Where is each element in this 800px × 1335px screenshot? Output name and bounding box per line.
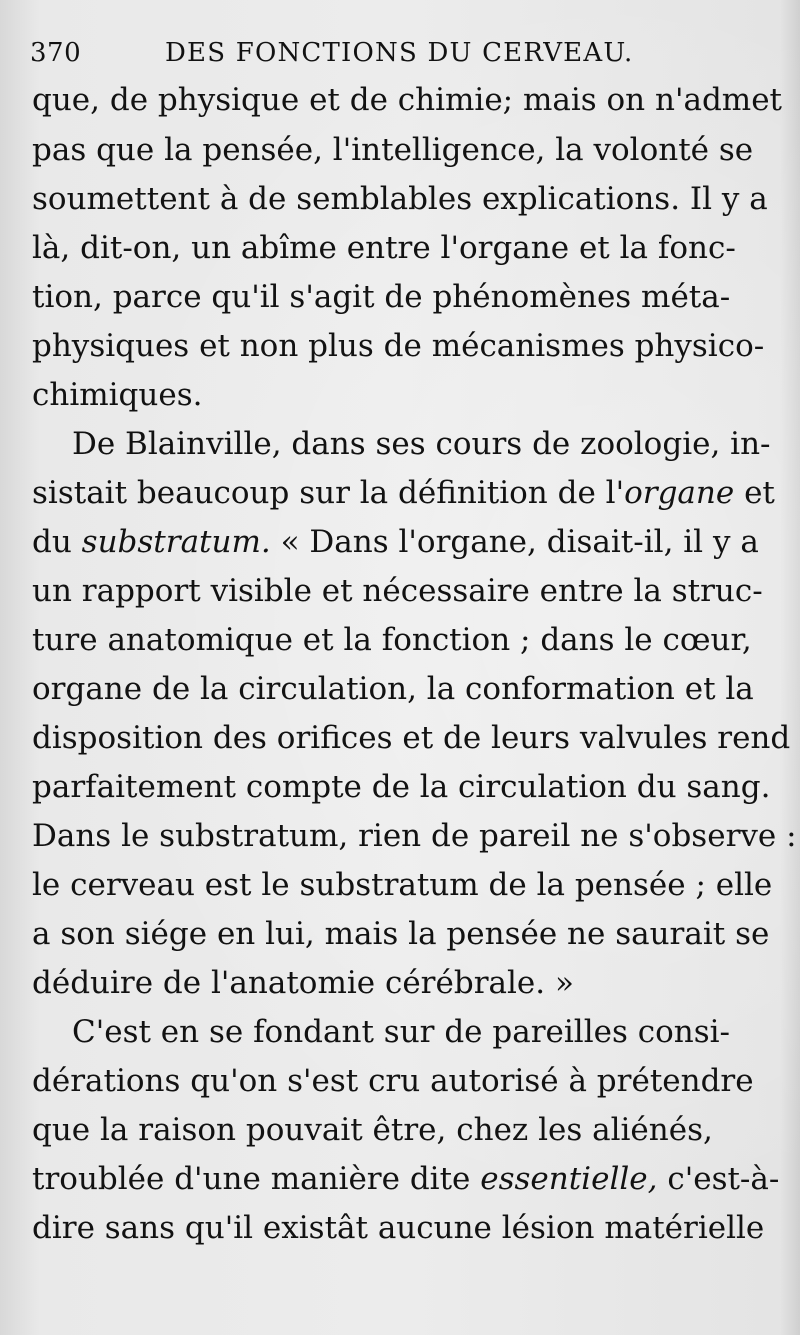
text-line: déduire de l'anatomie cérébrale. » [32,965,574,1001]
text-line: pas que la pensée, l'intelligence, la volonté se [32,132,754,168]
page-number: 370 [30,38,82,68]
paragraph-start-line: C'est en se fondant sur de pareilles consi- [72,1014,731,1050]
text-line: que, de physique et de chimie; mais on n'admet [32,82,783,118]
text-line: Dans le substratum, rien de pareil ne s'observe : [32,818,797,854]
italic-term: substratum. [81,524,271,560]
italic-term: essentielle, [480,1161,658,1197]
text-line: troublée d'une manière dite essentielle, c'est-à- [32,1161,780,1197]
text-line: soumettent à de semblables explications. Il y a [32,181,768,217]
text-line: disposition des orifices et de leurs valvules rend [32,720,791,756]
text-line: chimiques. [32,377,203,413]
text-line: dérations qu'on s'est cru autorisé à prétendre [32,1063,754,1099]
text-line: le cerveau est le substratum de la pensée ; elle [32,867,773,903]
running-head [30,38,730,78]
running-title: DES FONCTIONS DU CERVEAU. [165,38,634,68]
text-line: a son siége en lui, mais la pensée ne saurait se [32,916,770,952]
text-line: du substratum. « Dans l'organe, disait-il, il y a [32,524,759,560]
text-line: là, dit-on, un abîme entre l'organe et la fonc- [32,230,736,266]
text-line: dire sans qu'il existât aucune lésion matérielle [32,1210,765,1246]
text-line: un rapport visible et nécessaire entre la struc- [32,573,763,609]
text-line: sistait beaucoup sur la définition de l'organe et [32,475,775,511]
text-line: ture anatomique et la fonction ; dans le cœur, [32,622,752,658]
text-line: organe de la circulation, la conformation et la [32,671,754,707]
text-line: physiques et non plus de mécanismes physico- [32,328,765,364]
text-line: parfaitement compte de la circulation du sang. [32,769,771,805]
paragraph-start-line: De Blainville, dans ses cours de zoologie, in- [72,426,771,462]
text-line: que la raison pouvait être, chez les aliénés, [32,1112,713,1148]
text-line: tion, parce qu'il s'agit de phénomènes méta- [32,279,731,315]
italic-term: organe [624,475,735,511]
